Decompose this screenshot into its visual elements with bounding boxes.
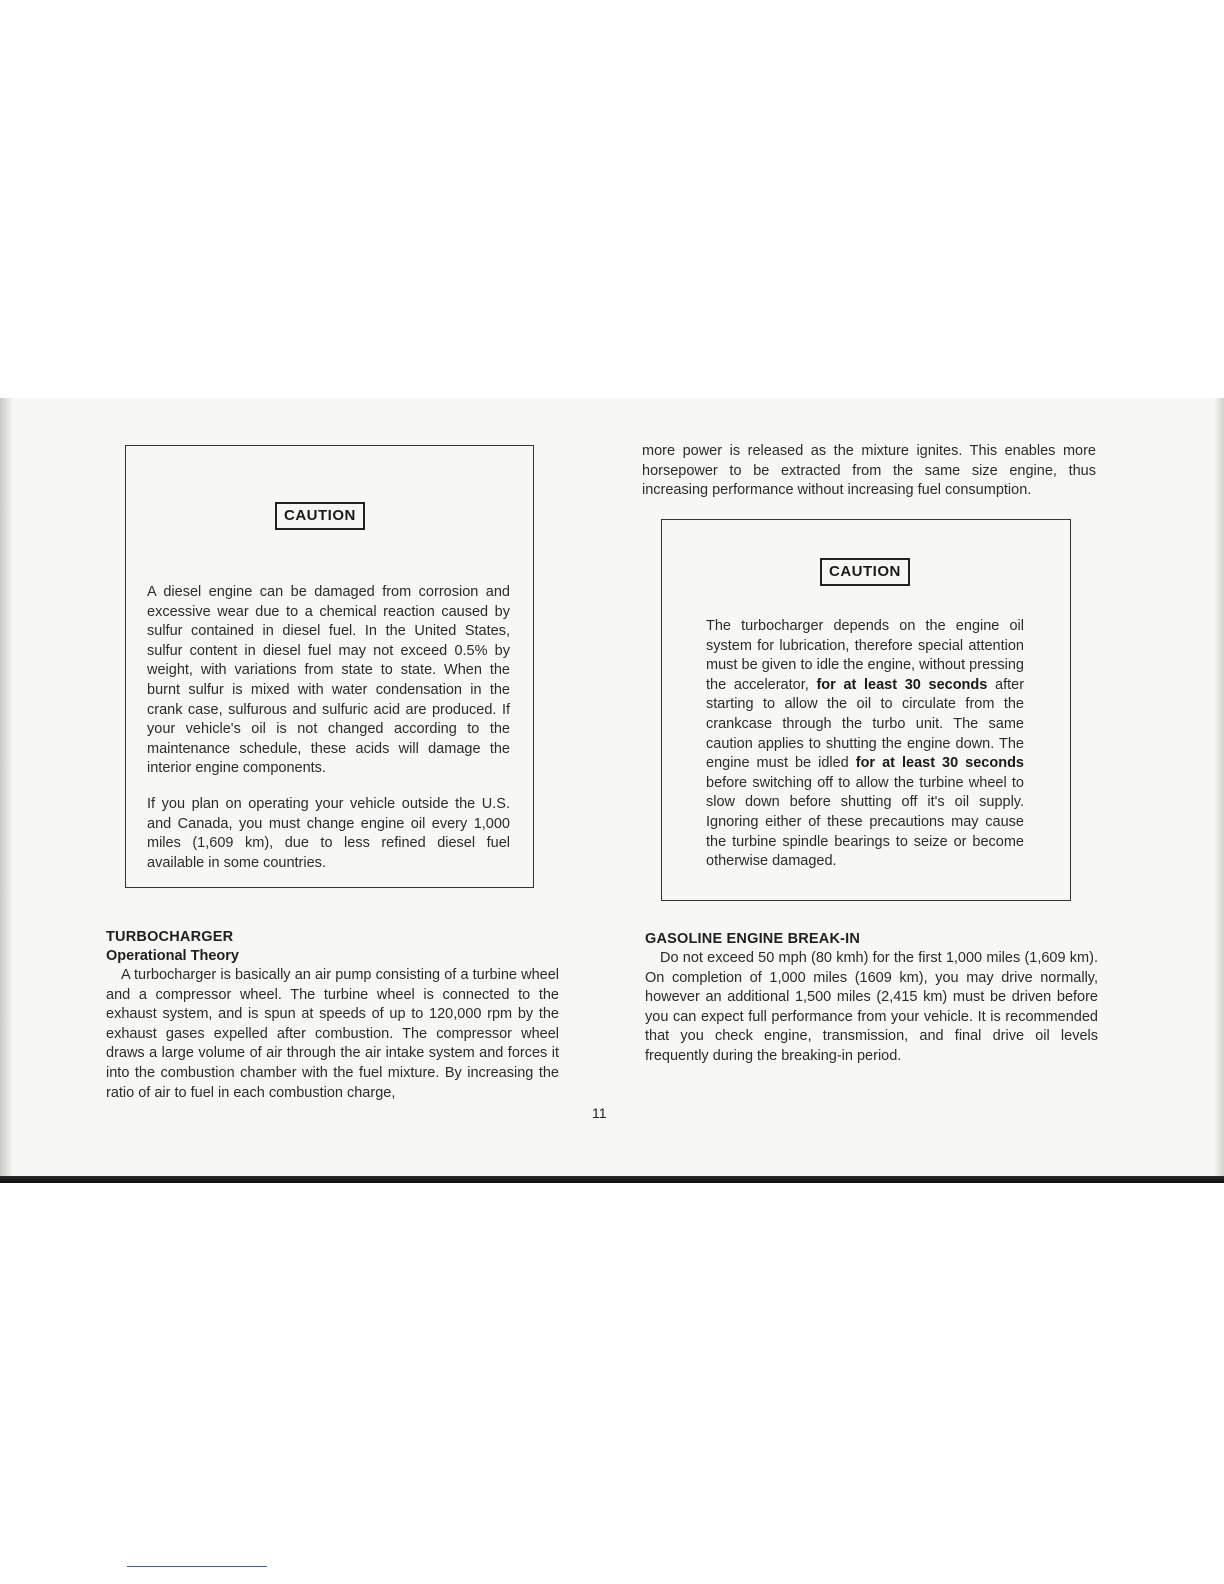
right-caution-text-c: before switching off to allow the turbine wheel to slow down before shutting off it's oil supply. Ignoring either of these precautions may cause the turbine spindle bearings to seize or become otherwise damaged. (706, 774, 1024, 870)
page-number: 11 (592, 1105, 607, 1121)
operational-theory-subheading: Operational Theory (106, 948, 239, 964)
page-bottom-rule (0, 1176, 1224, 1183)
right-caution-label: CAUTION (820, 558, 910, 586)
turbocharger-heading: TURBOCHARGER (106, 929, 234, 945)
right-caution-emphasis-2: for at least 30 seconds (855, 755, 1024, 772)
turbocharger-continuation: more power is released as the mixture ignites. This enables more horsepower to be extracted from the same size engine, thus increasing performance without increasing fuel consumption. (642, 443, 1096, 499)
turbocharger-body: A turbocharger is basically an air pump consisting of a turbine wheel and a compressor wheel. The turbine wheel is connected to the exhaust system, and is spun at speeds of up to 120,000 rpm by the exhaust gases expelled after combustion. The compressor wheel draws a large volume of air through the air intake system and forces it into the combustion chamber with the fuel mixture. By increasing the ratio of air to fuel in each combustion charge, (106, 967, 559, 1101)
left-caution-paragraph-2: If you plan on operating your vehicle outside the U.S. and Canada, you must change engine oil every 1,000 miles (1,609 km), due to less refined diesel fuel available in some countries. (147, 796, 510, 871)
left-caution-label: CAUTION (275, 502, 365, 530)
right-caution-text-b: after starting to allow the oil to circulate from the crankcase through the turbo unit. The same caution applies to shutting the engine down. The engine must be idled (706, 676, 1025, 772)
page-right-edge-shadow (1214, 398, 1224, 1183)
break-in-heading: GASOLINE ENGINE BREAK-IN (645, 931, 861, 947)
page-left-edge-shadow (0, 398, 12, 1183)
left-caution-paragraph-1: A diesel engine can be damaged from corrosion and excessive wear due to a chemical reaction caused by sulfur contained in diesel fuel. In the United States, sulfur content in diesel fuel may not exceed 0.5% by weight, with variations from state to state. When the burnt sulfur is mixed with water condensation in the crank case, sulfurous and sulfuric acid are produced. If your vehicle's oil is not changed according to the maintenance schedule, these acids will damage the interior engine components. (147, 584, 510, 777)
right-caution-text-a: The turbocharger depends on the engine oil system for lubrication, therefore special attention must be given to idle the engine, without pressing the accelerator, (706, 618, 1024, 693)
right-caution-emphasis-1: for at least 30 seconds (816, 676, 988, 693)
break-in-body: Do not exceed 50 mph (80 kmh) for the first 1,000 miles (1,609 km). On completion of 1,000 miles (1609 km), you may drive normally, however an additional 1,500 miles (2,415 km) must be driven before you can expect full performance from your vehicle. It is recommended that you check engine, transmission, and final drive oil levels frequently during the breaking-in period. (645, 950, 1098, 1064)
footer-underline (127, 1566, 267, 1567)
right-caution-paragraph (706, 617, 1024, 872)
